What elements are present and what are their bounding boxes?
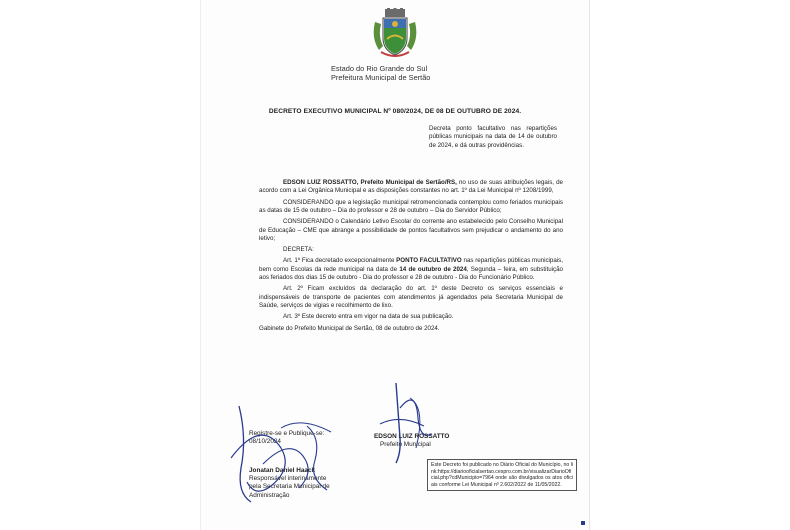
decreta-label: DECRETA:: [283, 246, 314, 254]
register-label: Registre-se e Publique-se:: [249, 430, 325, 437]
document-page: [200, 0, 590, 530]
decree-body: [259, 179, 563, 336]
responsible-line-1: Responsável interinamente: [249, 475, 327, 483]
state-name: Estado do Rio Grande do Sul: [331, 64, 428, 73]
place-and-date: Gabinete do Prefeito Municipal de Sertão, 08 de outubro de 2024.: [259, 324, 440, 332]
mayor-name: EDSON LUIZ ROSSATTO, Prefeito Municipal de Sertão/RS,: [283, 179, 457, 186]
article-3: Art. 3º Este decreto entra em vigor na data de sua publicação.: [283, 313, 454, 321]
responsible-line-3: Administração: [249, 491, 290, 499]
responsible-line-2: pela Secretaria Municipal de: [249, 483, 330, 491]
scan-mark: [581, 521, 585, 525]
article-2: Art. 2º Ficam excluídos da declaração do art. 1º deste Decreto os serviços essenciais e indispensáveis de transporte de pacientes com atendimentos já agendados pela Secretaria Municipal de Saúde, serviços de vigias e recolhimento de lixo.: [259, 285, 563, 310]
municipal-coat-of-arms-icon: [369, 8, 421, 60]
mayor-signature-block: [374, 433, 449, 450]
responsible-block: [249, 467, 330, 500]
considerando-2: CONSIDERANDO o Calendário Letivo Escolar do corrente ano estabelecido pelo Conselho Municipal de Educação – CME que abrange a possibilidade de pontos facultativos sem prejudicar o andamento do ano letivo;: [259, 218, 563, 243]
responsible-name: Jonatan Daniel Haack: [249, 467, 316, 474]
publication-notice: Este Decreto foi publicado no Diário Oficial do Município, no link:https://diariooficialsertao.cespro.com.br/visualizarDiarioOficial.php?cdMunicipio=7964 onde são divulgados os atos oficiais conforme Lei Municipal nº 2.602/2022 de 11/05/2022.: [427, 459, 577, 491]
register-date: 08/10/2024: [249, 438, 281, 446]
handwritten-signature-mayor-icon: [366, 378, 456, 468]
decree-title: DECRETO EXECUTIVO MUNICIPAL Nº 080/2024, DE 08 DE OUTUBRO DE 2024.: [268, 108, 522, 115]
article-1: Art. 1º Fica decretado excepcionalmente PONTO FACULTATIVO nas repartições públicas municipais, bem como Escolas da rede municipal na data de 14 de outubro de 2024, Segunda – feira, em substituição aos feriados dos dias 15 de outubro - Dia do professor e 28 de outubro - Dia do Funcionário Público.: [259, 257, 563, 282]
intro-paragraph: EDSON LUIZ ROSSATTO, Prefeito Municipal de Sertão/RS, no uso de suas atribuições legais, de acordo com a Lei Orgânica Municipal e as disposições constantes no art. 1º da Lei Municipal nº 1208/1999,: [259, 179, 564, 195]
signer-name: EDSON LUIZ ROSSATTO: [374, 433, 450, 440]
prefecture-name: Prefeitura Municipal de Sertão: [331, 73, 431, 82]
register-block: [249, 430, 324, 447]
decree-ementa: Decreta ponto facultativo nas repartições públicas municipais na data de 14 de outubro de 2024, e dá outras providências.: [429, 125, 557, 149]
considerando-1: CONSIDERANDO que a legislação municipal retromencionada contemplou como feriados municipais as datas de 15 de outubro – Dia do professor e 28 de outubro – Dia do Servidor Público;: [259, 198, 563, 215]
signer-role: Prefeito Municipal: [380, 441, 431, 449]
